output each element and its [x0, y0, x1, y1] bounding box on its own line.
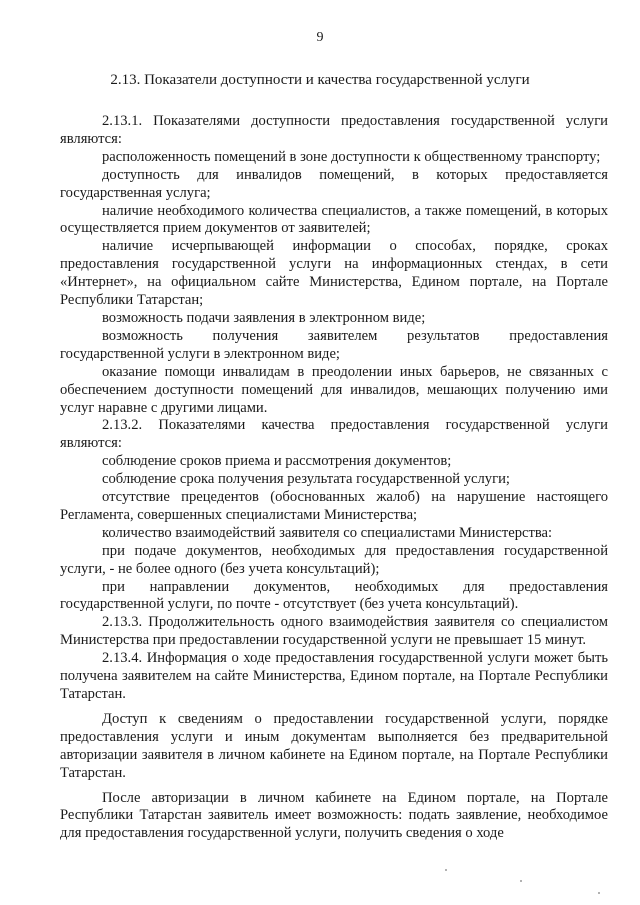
paragraph: оказание помощи инвалидам в преодолении иных барьеров, не связанных с обеспечением доступности помещений для инвалидов, мешающих получению ими услуг наравне с другими лицами.	[60, 363, 608, 416]
paragraph: 2.13.4. Информация о ходе предоставления государственной услуги может быть получена заявителем на сайте Министерства, Едином портале, на Портале Республики Татарстан.	[60, 650, 608, 702]
paragraph: 2.13.3. Продолжительность одного взаимодействия заявителя со специалистом Министерства при предоставлении государственной услуги не превышает 15 минут.	[60, 614, 608, 649]
paragraph: 2.13.2. Показателями качества предоставления государственной услуги являются:	[60, 417, 608, 452]
paragraph: количество взаимодействий заявителя со специалистами Министерства:	[102, 524, 553, 541]
paragraph: отсутствие прецедентов (обоснованных жалоб) на нарушение настоящего Регламента, совершенных специалистами Министерства;	[60, 489, 608, 523]
scan-speck	[598, 892, 600, 894]
scan-speck	[445, 869, 447, 871]
paragraph: После авторизации в личном кабинете на Едином портале, на Портале Республики Татарстан заявитель имеет возможность: подать заявление, необходимое для предоставления государственной услуги, получить сведения о ходе	[60, 789, 608, 842]
page-number: 9	[316, 30, 324, 45]
document-body	[60, 113, 608, 843]
scan-speck	[520, 880, 522, 882]
paragraph: возможность подачи заявления в электронном виде;	[102, 309, 426, 326]
paragraph: Доступ к сведениям о предоставлении государственной услуги, порядке предоставления услуги и иным документам выполняется без предварительной авторизации заявителя в личном кабинете на Едином портале, на Портале Республики Татарстан.	[60, 710, 608, 781]
paragraph: наличие исчерпывающей информации о способах, порядке, сроках предоставления государственной услуги на информационных стендах, в сети «Интернет», на официальном сайте Министерства, Едином портале, на Портале Республики Татарстан;	[60, 238, 608, 309]
paragraph: доступность для инвалидов помещений, в которых предоставляется государственная услуга;	[60, 166, 608, 201]
paragraph: 2.13.1. Показателями доступности предоставления государственной услуги являются:	[60, 113, 608, 147]
paragraph: расположенность помещений в зоне доступности к общественному транспорту;	[102, 148, 601, 165]
paragraph: соблюдение сроков приема и рассмотрения документов;	[102, 453, 452, 470]
paragraph: наличие необходимого количества специалистов, а также помещений, в которых осуществляется прием документов от заявителей;	[60, 202, 608, 237]
paragraph: соблюдение срока получения результата государственной услуги;	[102, 471, 510, 488]
section-title: 2.13. Показатели доступности и качества государственной услуги	[110, 72, 530, 88]
paragraph: при подаче документов, необходимых для предоставления государственной услуги, - не более одного (без учета консультаций);	[60, 542, 608, 577]
paragraph: при направлении документов, необходимых для предоставления государственной услуги, по почте - отсутствует (без учета консультаций).	[60, 578, 608, 613]
paragraph: возможность получения заявителем результатов предоставления государственной услуги в электронном виде;	[60, 327, 608, 362]
